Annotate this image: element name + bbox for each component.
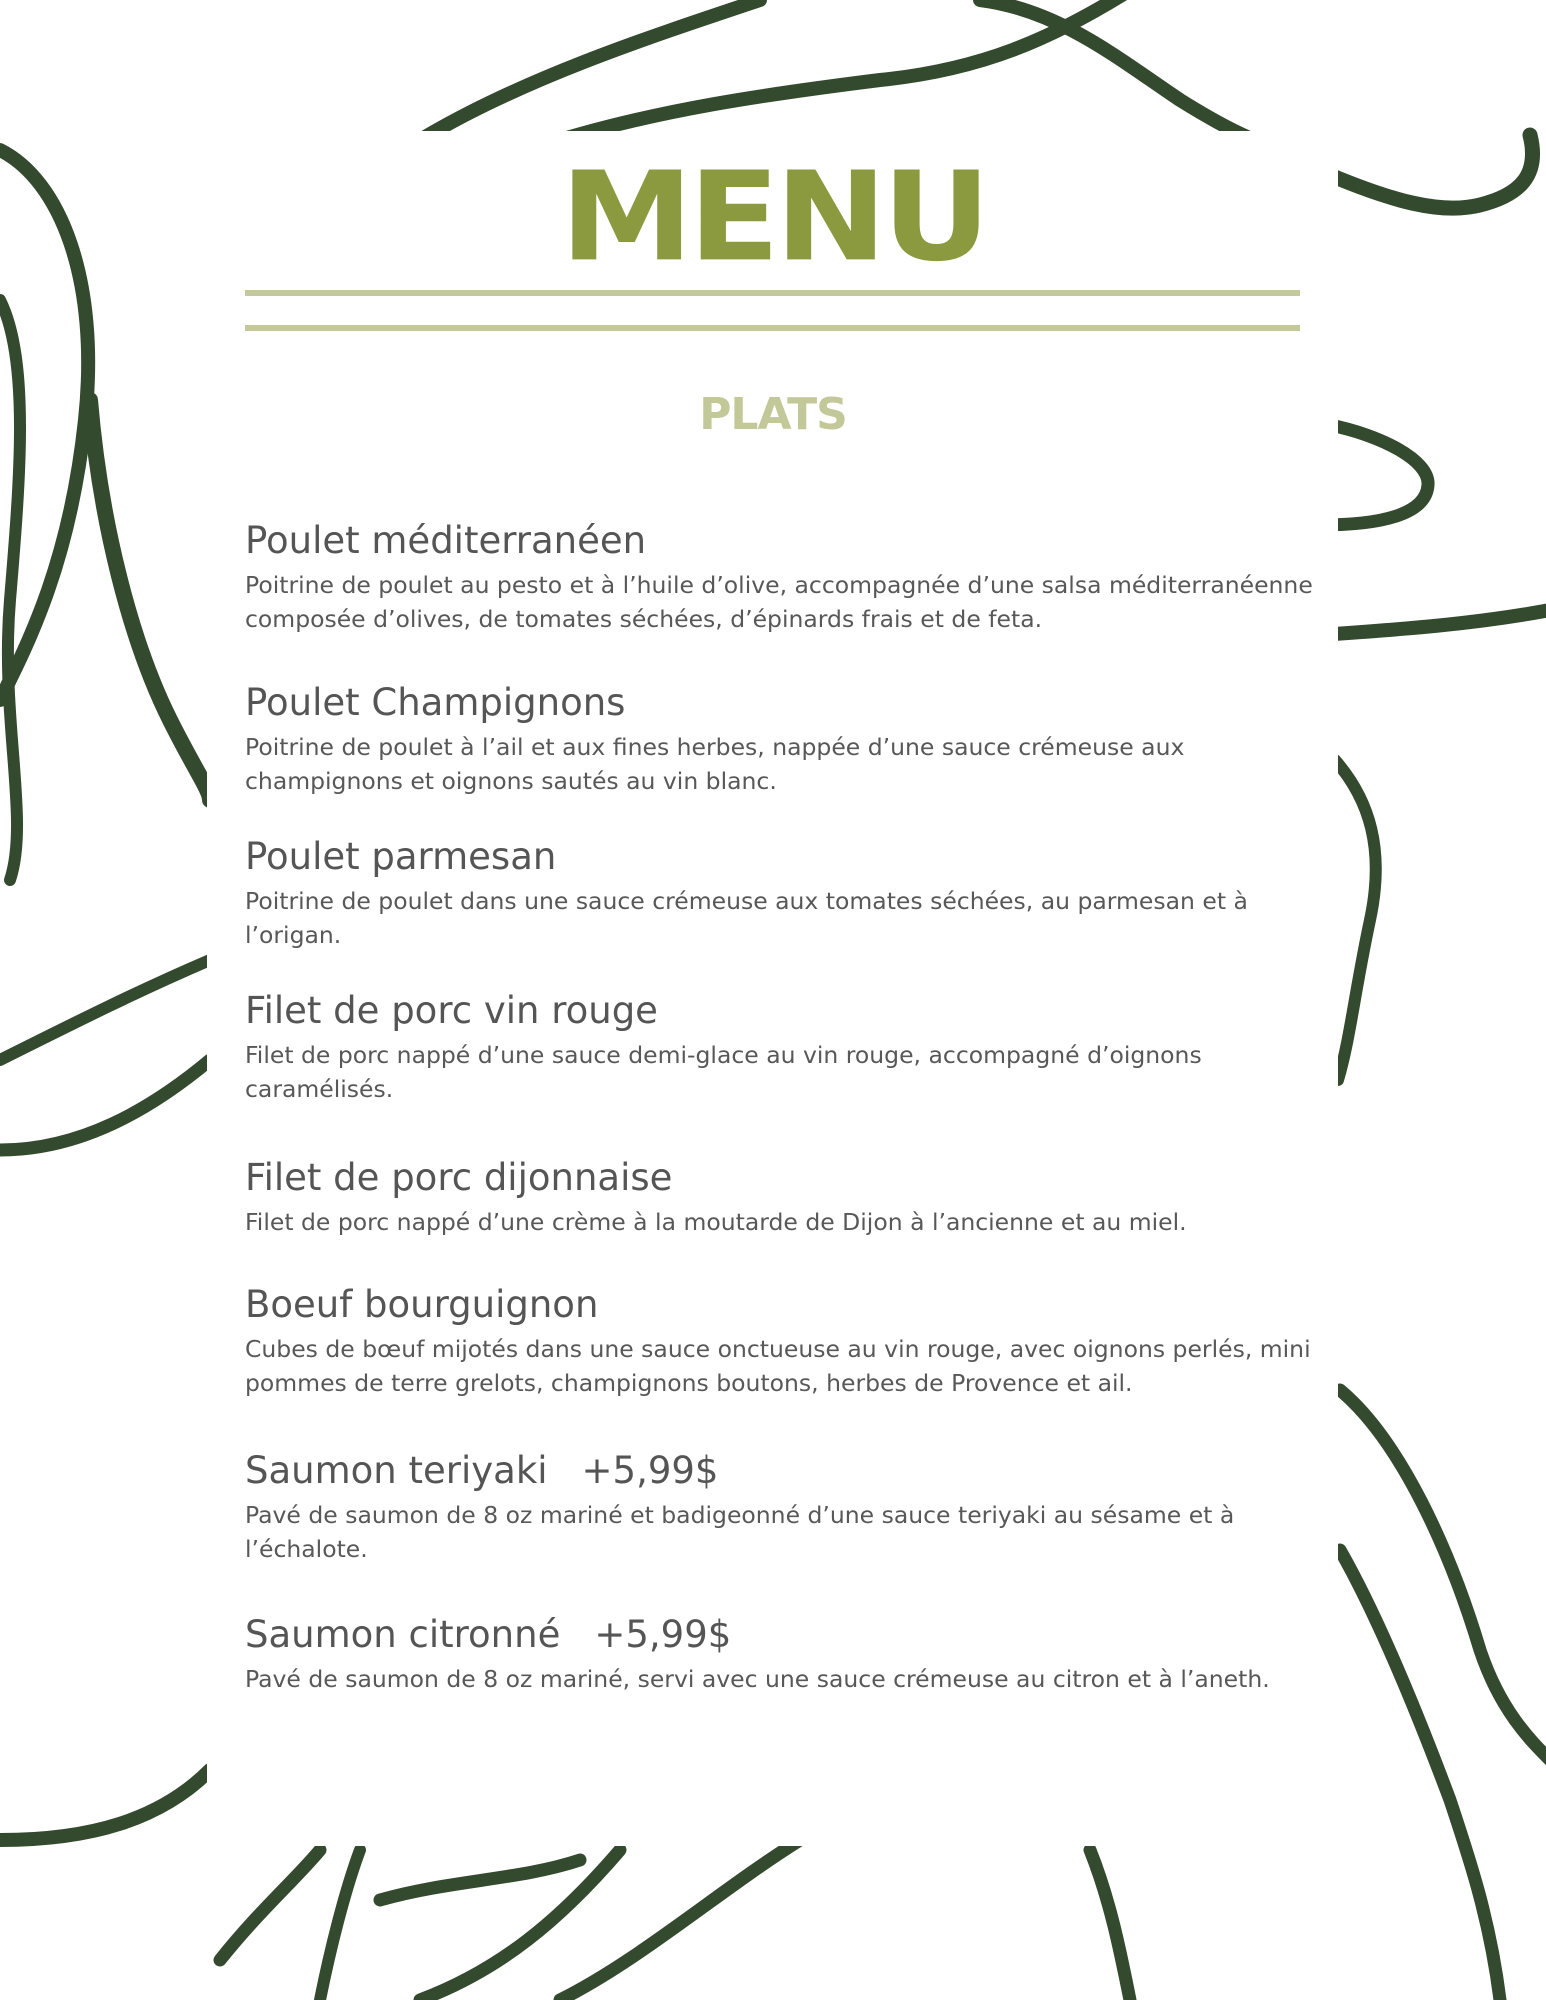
menu-item-name: Filet de porc vin rouge — [245, 989, 658, 1032]
menu-item-description: Poitrine de poulet à l’ail et aux fines herbes, nappée d’une sauce crémeuse aux champignons et oignons sautés au vin blanc. — [245, 733, 1185, 795]
menu-item-header — [245, 518, 1315, 564]
menu-item — [245, 988, 1315, 1106]
menu-item-header — [245, 1282, 1315, 1328]
menu-item-price: +5,99$ — [594, 1613, 732, 1656]
menu-item-description: Pavé de saumon de 8 oz mariné et badigeonné d’une sauce teriyaki au sésame et à l’échalote. — [245, 1501, 1235, 1563]
decor-line — [1335, 760, 1376, 1080]
menu-item-name: Poulet méditerranéen — [245, 519, 647, 562]
decor-line — [0, 1770, 210, 1840]
title-rule-bottom — [245, 325, 1300, 331]
menu-item-description: Cubes de bœuf mijotés dans une sauce onctueuse au vin rouge, avec oignons perlés, mini pommes de terre grelots, champignons boutons, herbes de Provence et ail. — [245, 1335, 1311, 1397]
menu-item-description: Filet de porc nappé d’une crème à la moutarde de Dijon à l’ancienne et au miel. — [245, 1208, 1187, 1236]
decor-line — [1090, 1850, 1130, 2000]
menu-item-price: +5,99$ — [581, 1449, 719, 1492]
menu-item-name: Poulet Champignons — [245, 681, 626, 724]
menu-item-name: Filet de porc dijonnaise — [245, 1156, 673, 1199]
menu-item — [245, 834, 1315, 952]
menu-item — [245, 1612, 1315, 1696]
title-rule-top — [245, 290, 1300, 296]
decor-line — [1320, 610, 1546, 635]
menu-item-description: Poitrine de poulet dans une sauce crémeuse aux tomates séchées, au parmesan et à l’origan. — [245, 887, 1248, 949]
decor-line — [0, 1060, 210, 1150]
menu-item — [245, 680, 1315, 798]
menu-item-description: Filet de porc nappé d’une sauce demi-glace au vin rouge, accompagné d’oignons caramélisés. — [245, 1041, 1202, 1103]
menu-item-header — [245, 834, 1315, 880]
menu-item — [245, 518, 1315, 636]
decor-line — [380, 1860, 580, 1900]
menu-item-name: Saumon teriyaki — [245, 1449, 548, 1492]
decor-line — [0, 960, 210, 1060]
menu-item-header — [245, 988, 1315, 1034]
decor-line — [980, 0, 1280, 150]
menu-item — [245, 1282, 1315, 1400]
menu-item — [245, 1448, 1315, 1566]
decor-line — [220, 1850, 320, 1960]
decor-line — [420, 0, 760, 140]
menu-item-header — [245, 1612, 1315, 1658]
menu-item-description: Poitrine de poulet au pesto et à l’huile d’olive, accompagnée d’une salsa méditerranéenne composée d’olives, de tomates séchées, d’épinards frais et de feta. — [245, 571, 1313, 633]
section-title: PLATS — [699, 389, 847, 440]
decor-line — [0, 300, 20, 880]
decor-line — [560, 1840, 800, 2000]
menu-item-name: Saumon citronné — [245, 1613, 561, 1656]
menu-item-name: Boeuf bourguignon — [245, 1283, 599, 1326]
menu-item — [245, 1155, 1315, 1239]
menu-item-name: Poulet parmesan — [245, 835, 557, 878]
menu-item-header — [245, 1155, 1315, 1201]
menu-item-header — [245, 1448, 1315, 1494]
menu-item-header — [245, 680, 1315, 726]
decor-line — [1340, 1390, 1546, 1760]
menu-item-description: Pavé de saumon de 8 oz mariné, servi avec une sauce crémeuse au citron et à l’aneth. — [245, 1665, 1270, 1693]
decor-line — [90, 400, 210, 800]
menu-title: MENU — [560, 145, 986, 289]
decor-line — [320, 1850, 360, 2000]
